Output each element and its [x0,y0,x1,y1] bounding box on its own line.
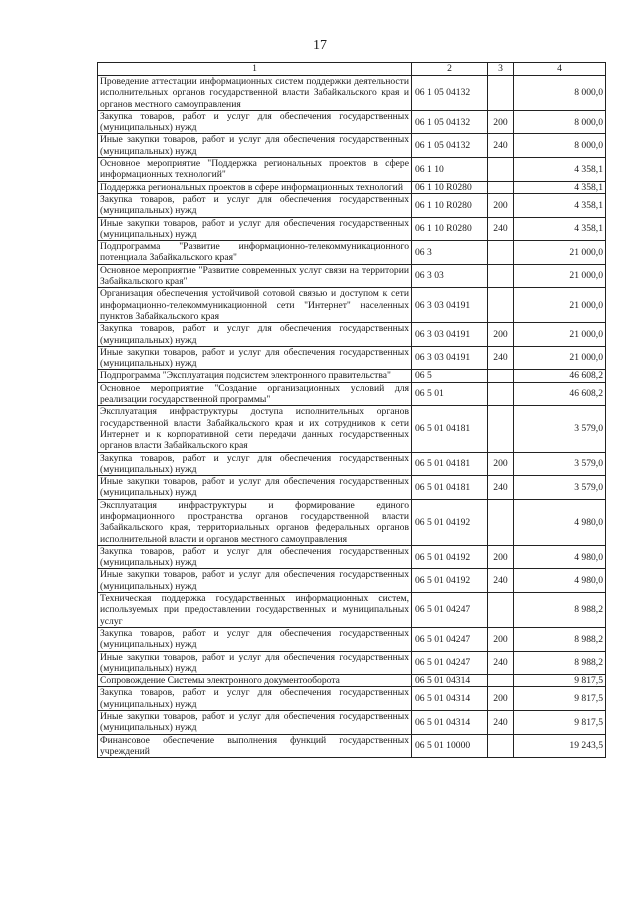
row-type-cell: 200 [488,452,514,476]
row-amount-cell: 3 579,0 [514,476,606,500]
row-type-cell [488,370,514,382]
row-name-cell: Закупка товаров, работ и услуг для обеспечения государственных (муниципальных) нужд [98,545,412,569]
table-row [98,158,606,182]
row-type-cell: 200 [488,687,514,711]
table-row [98,193,606,217]
row-type-cell [488,734,514,758]
row-name-cell: Эксплуатация инфраструктуры и формирование единого информационного пространства органов государственной власти Забайкальского края, территориальных органов федеральных органов исполнительной власти и органов местного самоуправления [98,499,412,545]
row-amount-cell: 4 358,1 [514,181,606,193]
row-amount-cell: 21 000,0 [514,241,606,265]
table-row [98,569,606,593]
table-row [98,406,606,452]
table-row [98,382,606,406]
row-type-cell: 240 [488,569,514,593]
table-row [98,134,606,158]
table-row [98,734,606,758]
table-row [98,76,606,111]
row-code-cell: 06 5 01 04247 [412,593,488,628]
row-name-cell: Поддержка региональных проектов в сфере информационных технологий [98,181,412,193]
table-row [98,651,606,675]
row-amount-cell: 8 000,0 [514,76,606,111]
table-row [98,627,606,651]
row-code-cell: 06 1 05 04132 [412,76,488,111]
column-header: 4 [514,63,606,76]
row-code-cell: 06 1 05 04132 [412,134,488,158]
row-type-cell: 240 [488,346,514,370]
row-code-cell: 06 5 01 04314 [412,687,488,711]
row-type-cell [488,264,514,288]
row-name-cell: Закупка товаров, работ и услуг для обеспечения государственных (муниципальных) нужд [98,193,412,217]
row-amount-cell: 46 608,2 [514,370,606,382]
row-amount-cell: 46 608,2 [514,382,606,406]
table-row [98,264,606,288]
table-row [98,241,606,265]
table-row [98,711,606,735]
row-type-cell: 240 [488,217,514,241]
row-code-cell: 06 5 01 04181 [412,452,488,476]
row-amount-cell: 8 000,0 [514,134,606,158]
row-name-cell: Иные закупки товаров, работ и услуг для обеспечения государственных (муниципальных) нужд [98,569,412,593]
table-row [98,217,606,241]
row-code-cell: 06 3 03 04191 [412,346,488,370]
row-name-cell: Иные закупки товаров, работ и услуг для обеспечения государственных (муниципальных) нужд [98,651,412,675]
table-row [98,545,606,569]
row-name-cell: Закупка товаров, работ и услуг для обеспечения государственных (муниципальных) нужд [98,323,412,347]
row-name-cell: Техническая поддержка государственных информационных систем, используемых при предоставлении государственных и муниципальных услуг [98,593,412,628]
row-type-cell [488,288,514,323]
row-type-cell: 200 [488,323,514,347]
row-name-cell: Проведение аттестации информационных систем поддержки деятельности исполнительных органов государственной власти Забайкальского края и органов местного самоуправления [98,76,412,111]
row-amount-cell: 19 243,5 [514,734,606,758]
budget-table [97,62,606,758]
row-amount-cell: 8 988,2 [514,593,606,628]
row-name-cell: Закупка товаров, работ и услуг для обеспечения государственных (муниципальных) нужд [98,110,412,134]
row-name-cell: Сопровождение Системы электронного документооборота [98,675,412,687]
row-amount-cell: 4 980,0 [514,569,606,593]
table-row [98,323,606,347]
row-amount-cell: 9 817,5 [514,687,606,711]
row-code-cell: 06 3 [412,241,488,265]
row-name-cell: Организация обеспечения устойчивой сотовой связью и доступом к сети информационно-телекоммуникационной сети "Интернет" населенных пунктов Забайкальского края [98,288,412,323]
row-amount-cell: 4 358,1 [514,193,606,217]
row-code-cell: 06 5 01 [412,382,488,406]
table-row [98,288,606,323]
row-type-cell [488,76,514,111]
row-code-cell: 06 5 [412,370,488,382]
row-type-cell [488,406,514,452]
row-amount-cell: 21 000,0 [514,288,606,323]
row-type-cell: 200 [488,545,514,569]
row-name-cell: Эксплуатация инфраструктуры доступа исполнительных органов государственной власти Забайкальского края и их сотрудников к сети Интернет и к корпоративной сети передачи данных государственных органов власти Забайкальского края [98,406,412,452]
row-name-cell: Иные закупки товаров, работ и услуг для обеспечения государственных (муниципальных) нужд [98,217,412,241]
row-amount-cell: 8 988,2 [514,651,606,675]
row-amount-cell: 8 988,2 [514,627,606,651]
row-type-cell [488,158,514,182]
row-type-cell [488,181,514,193]
row-type-cell [488,241,514,265]
row-amount-cell: 9 817,5 [514,675,606,687]
row-code-cell: 06 5 01 04247 [412,627,488,651]
row-amount-cell: 9 817,5 [514,711,606,735]
row-code-cell: 06 5 01 04192 [412,499,488,545]
row-type-cell: 240 [488,711,514,735]
row-name-cell: Основное мероприятие "Создание организационных условий для реализации государственной программы" [98,382,412,406]
row-name-cell: Финансовое обеспечение выполнения функций государственных учреждений [98,734,412,758]
row-code-cell: 06 5 01 04314 [412,675,488,687]
row-name-cell: Закупка товаров, работ и услуг для обеспечения государственных (муниципальных) нужд [98,452,412,476]
row-type-cell: 200 [488,193,514,217]
row-amount-cell: 4 980,0 [514,499,606,545]
row-code-cell: 06 5 01 04192 [412,569,488,593]
row-type-cell [488,675,514,687]
table-row [98,110,606,134]
row-code-cell: 06 3 03 [412,264,488,288]
row-amount-cell: 4 980,0 [514,545,606,569]
table-row [98,687,606,711]
row-type-cell: 200 [488,110,514,134]
column-header: 1 [98,63,412,76]
row-code-cell: 06 3 03 04191 [412,323,488,347]
row-code-cell: 06 5 01 04314 [412,711,488,735]
row-amount-cell: 21 000,0 [514,323,606,347]
row-code-cell: 06 5 01 04192 [412,545,488,569]
column-header: 2 [412,63,488,76]
row-code-cell: 06 3 03 04191 [412,288,488,323]
table-row [98,476,606,500]
table-row [98,346,606,370]
row-name-cell: Иные закупки товаров, работ и услуг для обеспечения государственных (муниципальных) нужд [98,134,412,158]
row-name-cell: Иные закупки товаров, работ и услуг для обеспечения государственных (муниципальных) нужд [98,476,412,500]
table-row [98,452,606,476]
row-amount-cell: 21 000,0 [514,346,606,370]
row-code-cell: 06 1 10 [412,158,488,182]
row-type-cell [488,499,514,545]
row-type-cell: 240 [488,651,514,675]
row-amount-cell: 3 579,0 [514,452,606,476]
row-amount-cell: 21 000,0 [514,264,606,288]
row-amount-cell: 3 579,0 [514,406,606,452]
row-code-cell: 06 5 01 04181 [412,406,488,452]
row-type-cell: 200 [488,627,514,651]
row-code-cell: 06 5 01 04181 [412,476,488,500]
row-code-cell: 06 1 10 R0280 [412,217,488,241]
row-amount-cell: 8 000,0 [514,110,606,134]
row-name-cell: Основное мероприятие "Развитие современных услуг связи на территории Забайкальского края" [98,264,412,288]
row-amount-cell: 4 358,1 [514,217,606,241]
column-header: 3 [488,63,514,76]
row-type-cell [488,382,514,406]
row-type-cell: 240 [488,476,514,500]
row-name-cell: Подпрограмма "Эксплуатация подсистем электронного правительства" [98,370,412,382]
row-amount-cell: 4 358,1 [514,158,606,182]
table-row [98,675,606,687]
page-number: 17 [313,38,327,53]
row-code-cell: 06 5 01 04247 [412,651,488,675]
row-name-cell: Иные закупки товаров, работ и услуг для обеспечения государственных (муниципальных) нужд [98,346,412,370]
table-header-row [98,63,606,76]
row-name-cell: Иные закупки товаров, работ и услуг для обеспечения государственных (муниципальных) нужд [98,711,412,735]
table-row [98,593,606,628]
row-name-cell: Подпрограмма "Развитие информационно-телекоммуникационного потенциала Забайкальского края" [98,241,412,265]
row-code-cell: 06 1 10 R0280 [412,193,488,217]
row-type-cell: 240 [488,134,514,158]
table-row [98,499,606,545]
table-row [98,370,606,382]
row-name-cell: Закупка товаров, работ и услуг для обеспечения государственных (муниципальных) нужд [98,687,412,711]
row-code-cell: 06 5 01 10000 [412,734,488,758]
row-type-cell [488,593,514,628]
row-code-cell: 06 1 10 R0280 [412,181,488,193]
row-name-cell: Закупка товаров, работ и услуг для обеспечения государственных (муниципальных) нужд [98,627,412,651]
table-row [98,181,606,193]
row-code-cell: 06 1 05 04132 [412,110,488,134]
row-name-cell: Основное мероприятие "Поддержка региональных проектов в сфере информационных технологий" [98,158,412,182]
